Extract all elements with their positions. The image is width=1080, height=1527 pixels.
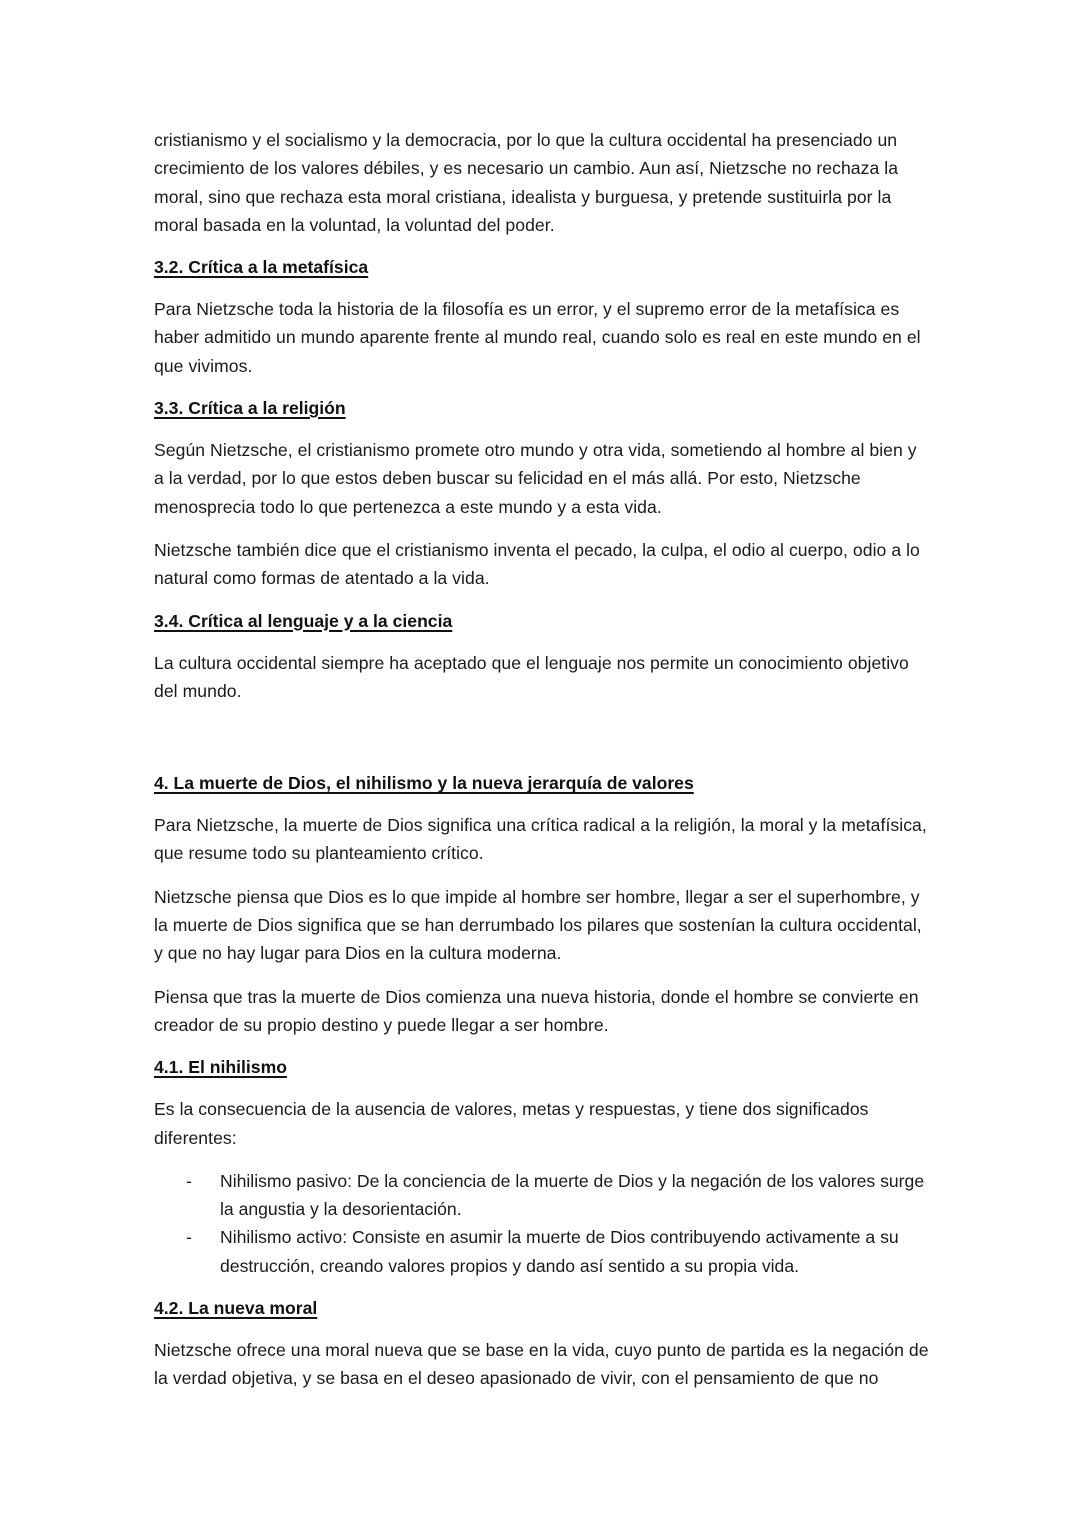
heading-3-2: 3.2. Crítica a la metafísica [154,257,369,278]
death-of-god-paragraph-1: Para Nietzsche, la muerte de Dios significa una crítica radical a la religión, la moral y la metafísica, que resume todo su planteamiento crítico. [154,815,927,864]
list-item-text: Nihilismo activo: Consiste en asumir la muerte de Dios contribuyendo activamente a su destrucción, creando valores propios y dando así sentido a su propia vida. [220,1227,899,1276]
list-item [154,1223,930,1280]
list-item [154,1167,930,1224]
new-moral-paragraph: Nietzsche ofrece una moral nueva que se base en la vida, cuyo punto de partida es la negación de la verdad objetiva, y se basa en el deseo apasionado de vivir, con el pensamiento de que no [154,1340,929,1389]
metaphysics-paragraph: Para Nietzsche toda la historia de la filosofía es un error, y el supremo error de la metafísica es haber admitido un mundo aparente frente al mundo real, cuando solo es real en este mundo en el que vivimos. [154,299,921,376]
heading-4-2: 4.2. La nueva moral [154,1298,318,1319]
dash-bullet: - [186,1227,192,1248]
religion-paragraph-1: Según Nietzsche, el cristianismo promete otro mundo y otra vida, sometiendo al hombre al bien y a la verdad, por lo que estos deben buscar su felicidad en el más allá. Por esto, Nietzsche menosprecia todo lo que pertenezca a este mundo y a esta vida. [154,440,917,517]
language-paragraph: La cultura occidental siempre ha aceptado que el lenguaje nos permite un conocimiento objetivo del mundo. [154,652,909,701]
heading-4-1: 4.1. El nihilismo [154,1057,287,1078]
religion-paragraph-2: Nietzsche también dice que el cristianismo inventa el pecado, la culpa, el odio al cuerpo, odio a lo natural como formas de atentado a la vida. [154,539,920,589]
heading-4: 4. La muerte de Dios, el nihilismo y la nueva jerarquía de valores [154,773,694,794]
heading-3-4: 3.4. Crítica al lenguaje y a la ciencia [154,610,453,631]
list-item-text: Nihilismo pasivo: De la conciencia de la muerte de Dios y la negación de los valores surge la angustia y la desorientación. [220,1170,925,1220]
heading-3-3: 3.3. Crítica a la religión [154,398,346,419]
death-of-god-paragraph-2: Nietzsche piensa que Dios es lo que impide al hombre ser hombre, llegar a ser el superhombre, y la muerte de Dios significa que se han derrumbado los pilares que sostenían la cultura occidental, y que no hay lugar para Dios en la cultura moderna. [154,886,922,964]
nihilism-paragraph: Es la consecuencia de la ausencia de valores, metas y respuestas, y tiene dos significados diferentes: [154,1099,869,1148]
intro-paragraph: cristianismo y el socialismo y la democracia, por lo que la cultura occidental ha presenciado un crecimiento de los valores débiles, y es necesario un cambio. Aun así, Nietzsche no rechaza la moral, sino que rechaza esta moral cristiana, idealista y burguesa, y pretende sustituirla por la moral basada en la voluntad, la voluntad del poder. [154,130,899,235]
death-of-god-paragraph-3: Piensa que tras la muerte de Dios comienza una nueva historia, donde el hombre se convierte en creador de su propio destino y puede llegar a ser hombre. [154,986,919,1035]
dash-bullet: - [186,1170,192,1191]
nihilism-list [154,1167,930,1280]
